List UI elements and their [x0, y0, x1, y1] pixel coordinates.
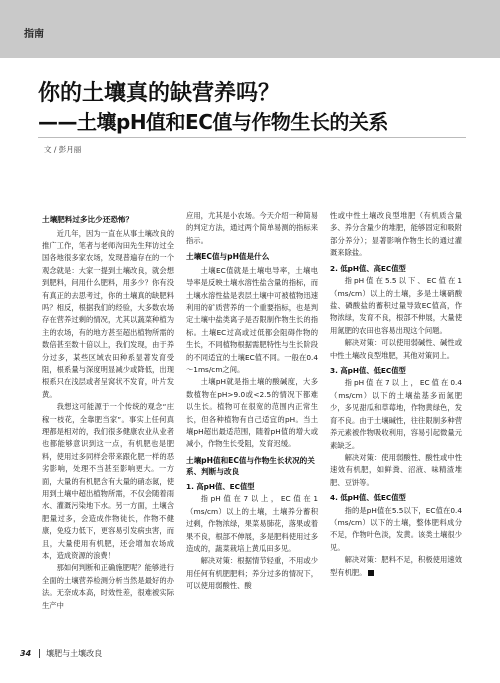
paragraph-text: 指pH值在5.5以下、EC值在1（ms/cm）以上的土壤，多是土壤硝酸盐、磷酸盐的蓄积过量导致EC值高，作物浓绿，发育不良，根部不伸展，大量使用氮肥的农田也容易出现这个问题。	[330, 276, 462, 335]
body-paragraph	[330, 452, 462, 489]
body-paragraph	[42, 401, 174, 562]
author-byline: 文 / 彭月丽	[44, 145, 82, 154]
paragraph-text: 土壤pH就是指土壤的酸碱度，大多数植物在pH>9.0或<2.5的情况下都难以生长。植物可在很宽的范围内正常生长，但各种植物有自己适宜的pH。当土壤pH超出最适范围，随着pH值的增大或减小，作物生长受阻，发育迟缓。	[186, 377, 318, 449]
body-paragraph	[186, 493, 318, 555]
section-heading	[186, 251, 318, 263]
paragraph-text: 解决对策：肥料不足，积极使用速效型有机肥。	[330, 555, 462, 577]
paragraph-text: 解决对策：使用弱酸性、酸性或中性速效有机肥，如鲜粪、沼液、味精渣堆肥、豆饼等。	[330, 452, 462, 487]
heading-text: 1. 高pH值、EC值型	[186, 481, 255, 491]
section-heading	[42, 214, 174, 226]
body-paragraph	[186, 555, 318, 592]
body-paragraph	[42, 562, 174, 612]
column-1	[42, 210, 174, 610]
paragraph-text: 解决对策：可以使用弱碱性、碱性或中性土壤改良型堆肥，其他对策同上。	[330, 338, 462, 360]
body-paragraph	[330, 337, 462, 362]
paragraph-text: 应用，尤其是小农场。今天介绍一种简易的判定方法，通过两个简单易测的指标来指示。	[186, 211, 318, 245]
heading-text: 土壤肥料过多比少还恐怖？	[42, 215, 134, 224]
section-tag: 指南	[24, 29, 44, 40]
footer-separator	[39, 649, 40, 658]
heading-text: 4. 低pH值、低EC值型	[330, 493, 406, 503]
paragraph-text: 那如何判断和正确施肥呢？能够进行全面的土壤营养检测分析当然是最好的办法。无奈成本高，时效性差，很难被实际生产中	[42, 563, 174, 610]
paragraph-text: 解决对策：根据情节轻重，不用或少用任何有机肥肥料；养分过多的情况下，可以使用弱酸性、酸	[186, 556, 318, 591]
header-band	[0, 0, 500, 58]
paragraph-text: 近几年，因为一直在从事土壤改良的推广工作，笔者与老师沟田先生拜访过全国各地很多家农场，发现普遍存在的一个观念就是：大家一提到土壤改良，就会想到肥料，问用什么肥料，用多少？你有没有真正的去思考过，你的土壤真的缺肥料吗？相反，根据我们的经验，大多数农场存在营养过剩的情况，尤其以蔬菜种植为主的农场，有的地方甚至超出植物所需的数倍甚至数十倍以上，我们发现，由于养分过多，某些区域农田种系显著发育受阻，根系量与深度明显减少或降低，出现根系只在浅层或者呈窝状不发育，叶片发黄。	[42, 228, 174, 399]
column-3	[330, 210, 462, 590]
paragraph-text: 性或中性土壤改良型堆肥（有机质含量多、养分含量少的堆肥，能够固定和吸附部分养分）；显著影响作物生长的通过灌溉来除盐。	[330, 211, 462, 258]
heading-text: 3. 高pH值、低EC值型	[330, 365, 406, 375]
paragraph-text: 指pH值在7以上，EC值在1（ms/cm）以上的土壤，土壤养分蓄积过剩，作物浓绿，果菜易肺花，落果或着果不良，根部不伸展，多是肥料使用过多造成的，蔬菜栽培上黄瓜田多见。	[186, 494, 318, 553]
magazine-name: 壤肥与土壤改良	[46, 649, 103, 658]
body-paragraph	[330, 505, 462, 555]
byline-divider	[38, 137, 466, 138]
end-of-article-mark	[368, 570, 374, 576]
section-heading	[330, 263, 462, 275]
heading-text: 土壤EC值与pH值是什么	[186, 252, 270, 262]
section-heading	[330, 492, 462, 504]
body-paragraph	[330, 275, 462, 337]
body-paragraph	[186, 210, 318, 247]
page-footer	[20, 648, 102, 659]
column-2	[186, 210, 318, 590]
body-paragraph	[186, 265, 318, 377]
page-number: 34	[20, 649, 32, 658]
heading-text: 2. 低pH值、高EC值型	[330, 263, 406, 273]
paragraph-text: 土壤EC值就是土壤电导率，土壤电导率是反映土壤水溶性盐含量的指标，而土壤水溶性盐是表层土壤中可被植物迅速利用的矿质营养的一个重要指标，也是判定土壤中盐类离子是否限制作物生长的指标。土壤EC过高或过低都会阻碍作物的生长，不同植物根据需肥特性与生长阶段的不同适宜的土壤EC值不同。一般在0.4～1ms/cm之间。	[186, 265, 318, 374]
article-title: 你的土壤真的缺营养吗？	[38, 81, 281, 106]
body-paragraph	[186, 376, 318, 450]
article-body	[42, 210, 462, 610]
section-heading	[186, 481, 318, 493]
paragraph-text: 我想这可能源于一个传统的观念“庄稼一枝花，全靠肥当家”。事实上任何真理都是相对的，我们很多健康农业从业者也都能够意识到这一点，有机肥也是肥料，使用过多同样会带来跟化肥一样的恶劣影响，处理不当甚至影响更大。一方面，大量的有机肥含有大量的硝态氮，使用到土壤中超出植物所需，不仅会随着雨水、灌溉污染地下水。另一方面，土壤含肥量过多，会造成作物徒长，作物不健康，免疫力低下，更容易引发病虫害，而且，大量使用有机肥，还会增加农场成本，造成资源的浪费！	[42, 402, 174, 561]
article-subtitle: ——土壤pH值和EC值与作物生长的关系	[38, 110, 388, 134]
paragraph-text: 指的是pH值在5.5以下，EC值在0.4（ms/cm）以下的土壤，整体肥料成分不足，作物叶色淡，发黄。该类土壤很少见。	[330, 505, 462, 552]
paragraph-text: 指pH值在7以上，EC值在0.4（ms/cm）以下的土壤盐基多而氮肥少，多见甜瓜和草莓地，作物黄绿色，发育不良。由于土壤碱性，往往限制多种营养元素被作物吸收利用，容易引起微量元素缺乏。	[330, 378, 462, 450]
body-paragraph	[330, 377, 462, 451]
section-heading	[330, 365, 462, 377]
section-heading	[186, 455, 318, 478]
body-paragraph	[42, 228, 174, 402]
heading-text: 土壤pH值和EC值与作物生长状况的关系、判断与改良	[186, 455, 315, 477]
body-paragraph	[330, 554, 462, 579]
body-paragraph	[330, 210, 462, 260]
